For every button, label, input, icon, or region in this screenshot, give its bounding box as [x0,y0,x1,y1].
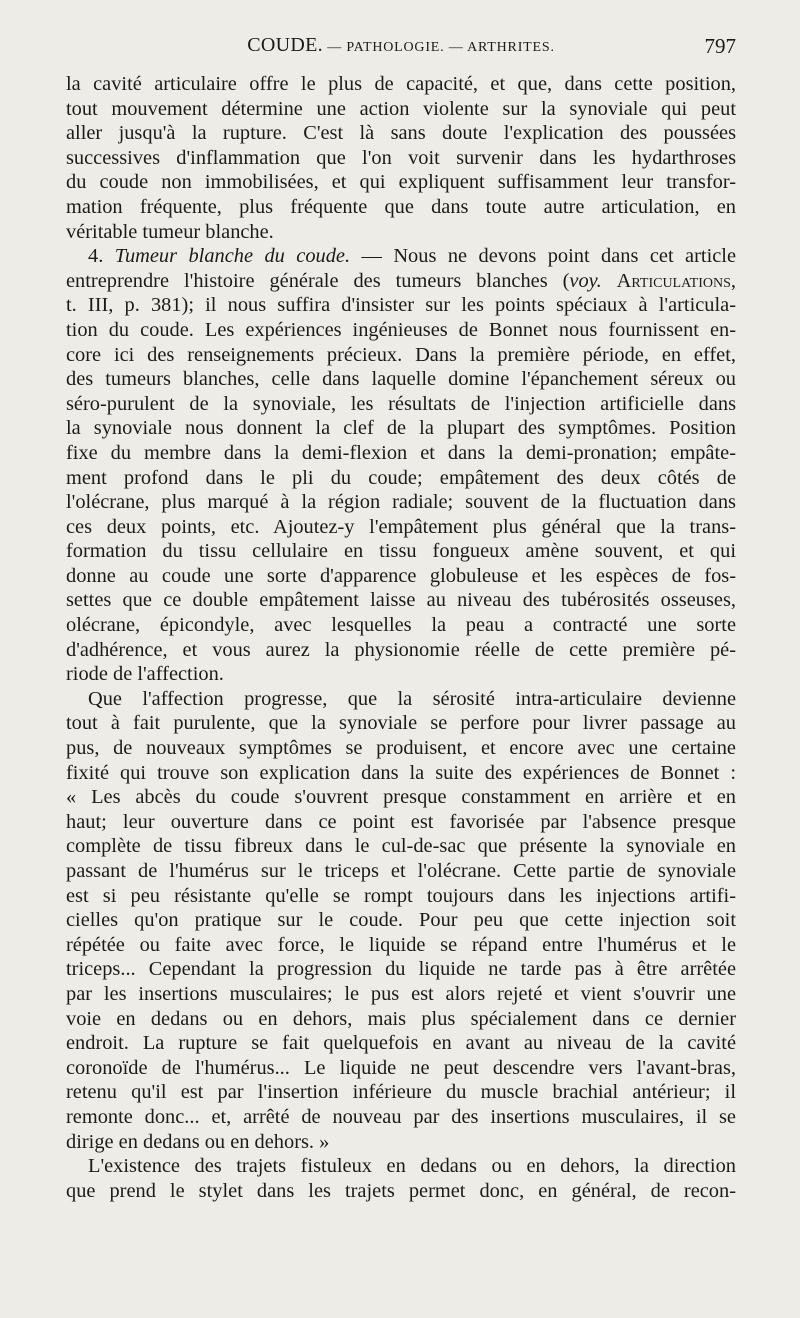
page-header [66,34,736,66]
text-line: ces deux points, etc. Ajoutez-y l'empâtement plus général que la trans- [66,515,736,538]
quote-line: coronoïde de l'humérus... Le liquide ne peut descendre vers l'avant-bras, [66,1056,736,1079]
text-line: olécrane, épicondyle, avec lesquelles la peau a contracté une sorte [66,614,736,637]
quote-line: est si peu résistante qu'elle se rompt toujours dans les injections artifi- [66,884,736,907]
text-line: aller jusqu'à la rupture. C'est là sans doute l'explication des poussées [66,122,736,145]
text-line: mation fréquente, plus fréquente que dans toute autre articulation, en [66,195,736,218]
quote-line: dirige en dedans ou en dehors. » [66,1130,330,1153]
text-line: donne au coude une sorte d'apparence globuleuse et les espèces de fos- [66,564,736,587]
quote-line: complète de tissu fibreux dans le cul-de-sac que présente la synoviale en [66,835,736,858]
text-line: tout à fait purulente, que la synoviale se perfore pour livrer passage au [66,712,736,735]
text-line: pus, de nouveaux symptômes se produisent, et encore avec une certaine [66,737,736,760]
body-text [66,72,736,1203]
quote-line: par les insertions musculaires; le pus est alors rejeté et vient s'ouvrir une [66,982,736,1005]
text-line: Que l'affection progresse, que la sérosité intra-articulaire devienne [88,687,736,710]
running-head [66,34,736,57]
quote-line: répétée ou faite avec force, le liquide se répand entre l'humérus et le [66,933,736,956]
quote-line: voie en dedans ou en dehors, mais plus spécialement dans ce dernier [66,1007,736,1030]
text-line: t. III, p. 381); il nous suffira d'insister sur les points spéciaux à l'articula- [66,294,736,317]
text-line: la cavité articulaire offre le plus de capacité, et que, dans cette position, [66,73,736,95]
text-line: séro-purulent de la synoviale, les résultats de l'injection artificielle dans [66,392,736,415]
text-line: settes que ce double empâtement laisse au niveau des tubérosités osseuses, [66,589,736,612]
quote-line: cielles qu'on pratique sur le coude. Pour peu que cette injection soit [66,909,736,932]
quote-line: retenu qu'il est par l'insertion inférieure du muscle brachial antérieur; il [66,1081,736,1104]
text-line: véritable tumeur blanche. [66,220,274,243]
text-line: successives d'inflammation que l'on voit survenir dans les hydarthroses [66,146,736,169]
text-line: fixité qui trouve son explication dans la suite des expériences de Bonnet : [66,761,736,784]
text-line: l'olécrane, plus marqué à la région radiale; souvent de la fluctuation dans [66,491,736,514]
quote-line: remonte donc... et, arrêté de nouveau par des insertions musculaires, il se [66,1105,736,1128]
text-line: L'existence des trajets fistuleux en dedans ou en dehors, la direction [88,1155,736,1178]
text-line: des tumeurs blanches, celle dans laquelle domine l'épanchement séreux ou [66,368,736,391]
text-line: entreprendre l'histoire générale des tumeurs blanches (voy. Articulations, [66,269,736,292]
text-line: tout mouvement détermine une action violente sur la synoviale qui peut [66,97,736,120]
text-line: riode de l'affection. [66,663,224,686]
running-head-main: COUDE. [247,34,323,56]
text-line: core ici des renseignements précieux. Dans la première période, en effet, [66,343,736,366]
quote-line: triceps... Cependant la progression du liquide ne tarde pas à être arrêtée [66,958,736,981]
quote-line: haut; leur ouverture dans ce point est favorisée par l'absence presque [66,810,736,833]
running-head-rest: — PATHOLOGIE. — ARTHRITES. [322,40,555,55]
quote-line: passant de l'humérus sur le triceps et l'olécrane. Cette partie de synoviale [66,860,736,882]
text-line: tion du coude. Les expériences ingénieuses de Bonnet nous fournissent en- [66,318,736,341]
text-line: que prend le stylet dans les trajets permet donc, en général, de recon- [66,1179,736,1202]
quote-line: endroit. La rupture se fait quelquefois en avant au niveau de la cavité [66,1032,736,1055]
section-heading-line: 4. Tumeur blanche du coude. — Nous ne devons point dans cet article [88,245,736,268]
text-line: ment profond dans le pli du coude; empâtement des deux côtés de [66,466,736,489]
text-line: d'adhérence, et vous aurez la physionomie réelle de cette première pé- [66,638,736,661]
text-line: formation du tissu cellulaire en tissu fongueux amène souvent, et qui [66,540,736,563]
quote-line: « Les abcès du coude s'ouvrent presque constamment en arrière et en [66,786,736,809]
text-line: la synoviale nous donnent la clef de la plupart des symptômes. Position [66,417,736,440]
text-line: du coude non immobilisées, et qui expliquent suffisamment leur transfor- [66,171,736,194]
page-number: 797 [704,34,736,58]
text-line: fixe du membre dans la demi-flexion et dans la demi-pronation; empâte- [66,441,736,464]
